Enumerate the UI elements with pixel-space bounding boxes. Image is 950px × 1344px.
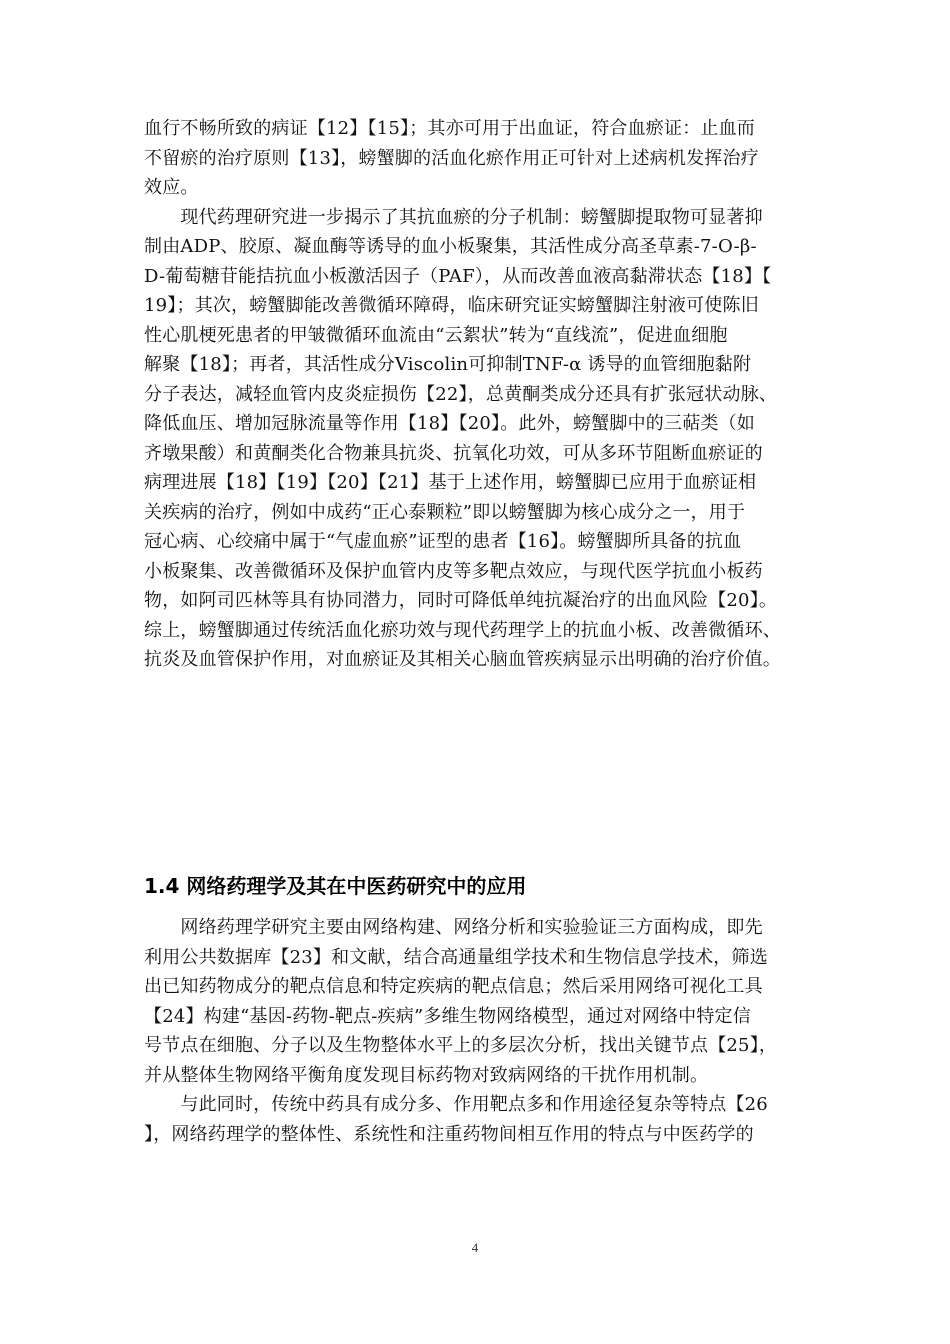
page-number: 4 (471, 1240, 479, 1255)
text-line: 关疾病的治疗，例如中成药“正心泰颗粒”即以螃蟹脚为核心成分之一，用于 (144, 501, 746, 523)
text-line: 抗炎及血管保护作用，对血瘀证及其相关心脑血管疾病显示出明确的治疗价值。 (144, 649, 781, 670)
text-line: 病理进展【18】【19】【20】【21】基于上述作用，螃蟹脚已应用于血瘀证相 (144, 472, 757, 493)
text-line: 19】；其次，螃蟹脚能改善微循环障碍，临床研究证实螃蟹脚注射液可使陈旧 (144, 295, 759, 316)
text-line: 物，如阿司匹林等具有协同潜力，同时可降低单纯抗凝治疗的出血风险【20】。 (144, 590, 778, 611)
text-line: 】，网络药理学的整体性、系统性和注重药物间相互作用的特点与中医药学的 (144, 1123, 754, 1145)
text-line: 解聚【18】；再者，其活性成分Viscolin可抑制TNF-α 诱导的血管细胞黏附 (144, 354, 752, 375)
section-heading: 1.4 网络药理学及其在中医药研究中的应用 (144, 874, 527, 898)
text-line: 利用公共数据库【23】和文献，结合高通量组学技术和生物信息学技术，筛选 (144, 946, 768, 968)
text-line: 号节点在细胞、分子以及生物整体水平上的多层次分析，找出关键节点【25】， (144, 1035, 778, 1056)
text-line: 降低血压、增加冠脉流量等作用【18】【20】。此外，螃蟹脚中的三萜类（如 (144, 413, 756, 434)
text-line: 小板聚集、改善微循环及保护血管内皮等多靶点效应，与现代医学抗血小板药 (144, 560, 763, 582)
text-line: 制由ADP、胶原、凝血酶等诱导的血小板聚集，其活性成分高圣草素-7-O-β- (144, 236, 757, 257)
text-line: 现代药理研究进一步揭示了其抗血瘀的分子机制：螃蟹脚提取物可显著抑 (144, 206, 763, 228)
text-line: 分子表达，减轻血管内皮炎症损伤【22】，总黄酮类成分还具有扩张冠状动脉、 (144, 383, 778, 405)
text-line: 效应。 (144, 177, 199, 198)
text-line: 【24】构建“基因-药物-靶点-疾病”多维生物网络模型，通过对网络中特定信 (144, 1005, 751, 1027)
text-line: D-葡萄糖苷能拮抗血小板激活因子（PAF），从而改善血液高黏滞状态【18】【 (144, 265, 772, 287)
text-line: 综上，螃蟹脚通过传统活血化瘀功效与现代药理学上的抗血小板、改善微循环、 (144, 619, 781, 641)
text-line: 出已知药物成分的靶点信息和特定疾病的靶点信息；然后采用网络可视化工具 (144, 976, 763, 997)
text-line: 并从整体生物网络平衡角度发现目标药物对致病网络的干扰作用机制。 (144, 1064, 709, 1086)
paragraph-block-1 (144, 114, 816, 675)
text-line: 与此同时，传统中药具有成分多、作用靶点多和作用途径复杂等特点【26 (144, 1094, 768, 1115)
text-line: 性心肌梗死患者的甲皱微循环血流由“云絮状”转为“直线流”，促进血细胞 (144, 324, 728, 346)
text-line: 网络药理学研究主要由网络构建、网络分析和实验验证三方面构成，即先 (144, 917, 763, 938)
text-line: 不留瘀的治疗原则【13】，螃蟹脚的活血化瘀作用正可针对上述病机发挥治疗 (144, 147, 759, 169)
text-line: 血行不畅所致的病证【12】【15】；其亦可用于出血证，符合血瘀证：止血而 (144, 118, 756, 139)
text-line: 冠心病、心绞痛中属于“气虚血瘀”证型的患者【16】。螃蟹脚所具备的抗血 (144, 531, 742, 552)
paragraph-block-2 (144, 913, 816, 1149)
text-line: 齐墩果酸）和黄酮类化合物兼具抗炎、抗氧化功效，可从多环节阻断血瘀证的 (144, 442, 763, 464)
